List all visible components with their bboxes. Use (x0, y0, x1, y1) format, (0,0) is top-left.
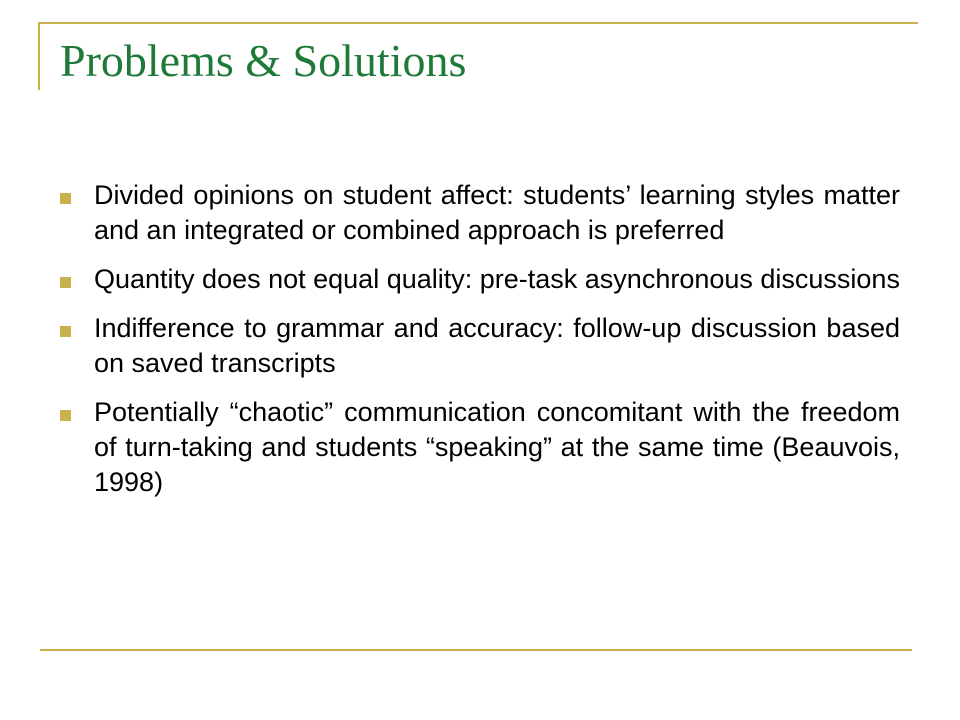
bullet-text: Potentially “chaotic” communication concomitant with the freedom of turn-taking and students “speaking” at the same time (Beauvois, 1998) (94, 397, 900, 497)
bullet-text: Divided opinions on student affect: students’ learning styles matter and an integrated or combined approach is preferred (94, 180, 900, 245)
bottom-rule (40, 649, 912, 651)
bullet-item (60, 178, 900, 248)
left-rule (38, 22, 40, 90)
bullet-item (60, 311, 900, 381)
bullet-item (60, 262, 900, 297)
square-bullet-icon (60, 277, 71, 288)
square-bullet-icon (60, 193, 71, 204)
slide-title: Problems & Solutions (60, 35, 467, 86)
square-bullet-icon (60, 326, 71, 337)
bullet-text: Indifference to grammar and accuracy: follow-up discussion based on saved transcripts (94, 313, 900, 378)
top-rule (38, 22, 918, 24)
bullet-item (60, 395, 900, 500)
square-bullet-icon (60, 410, 71, 421)
bullet-list (60, 178, 900, 514)
bullet-text: Quantity does not equal quality: pre-task asynchronous discussions (94, 264, 900, 294)
